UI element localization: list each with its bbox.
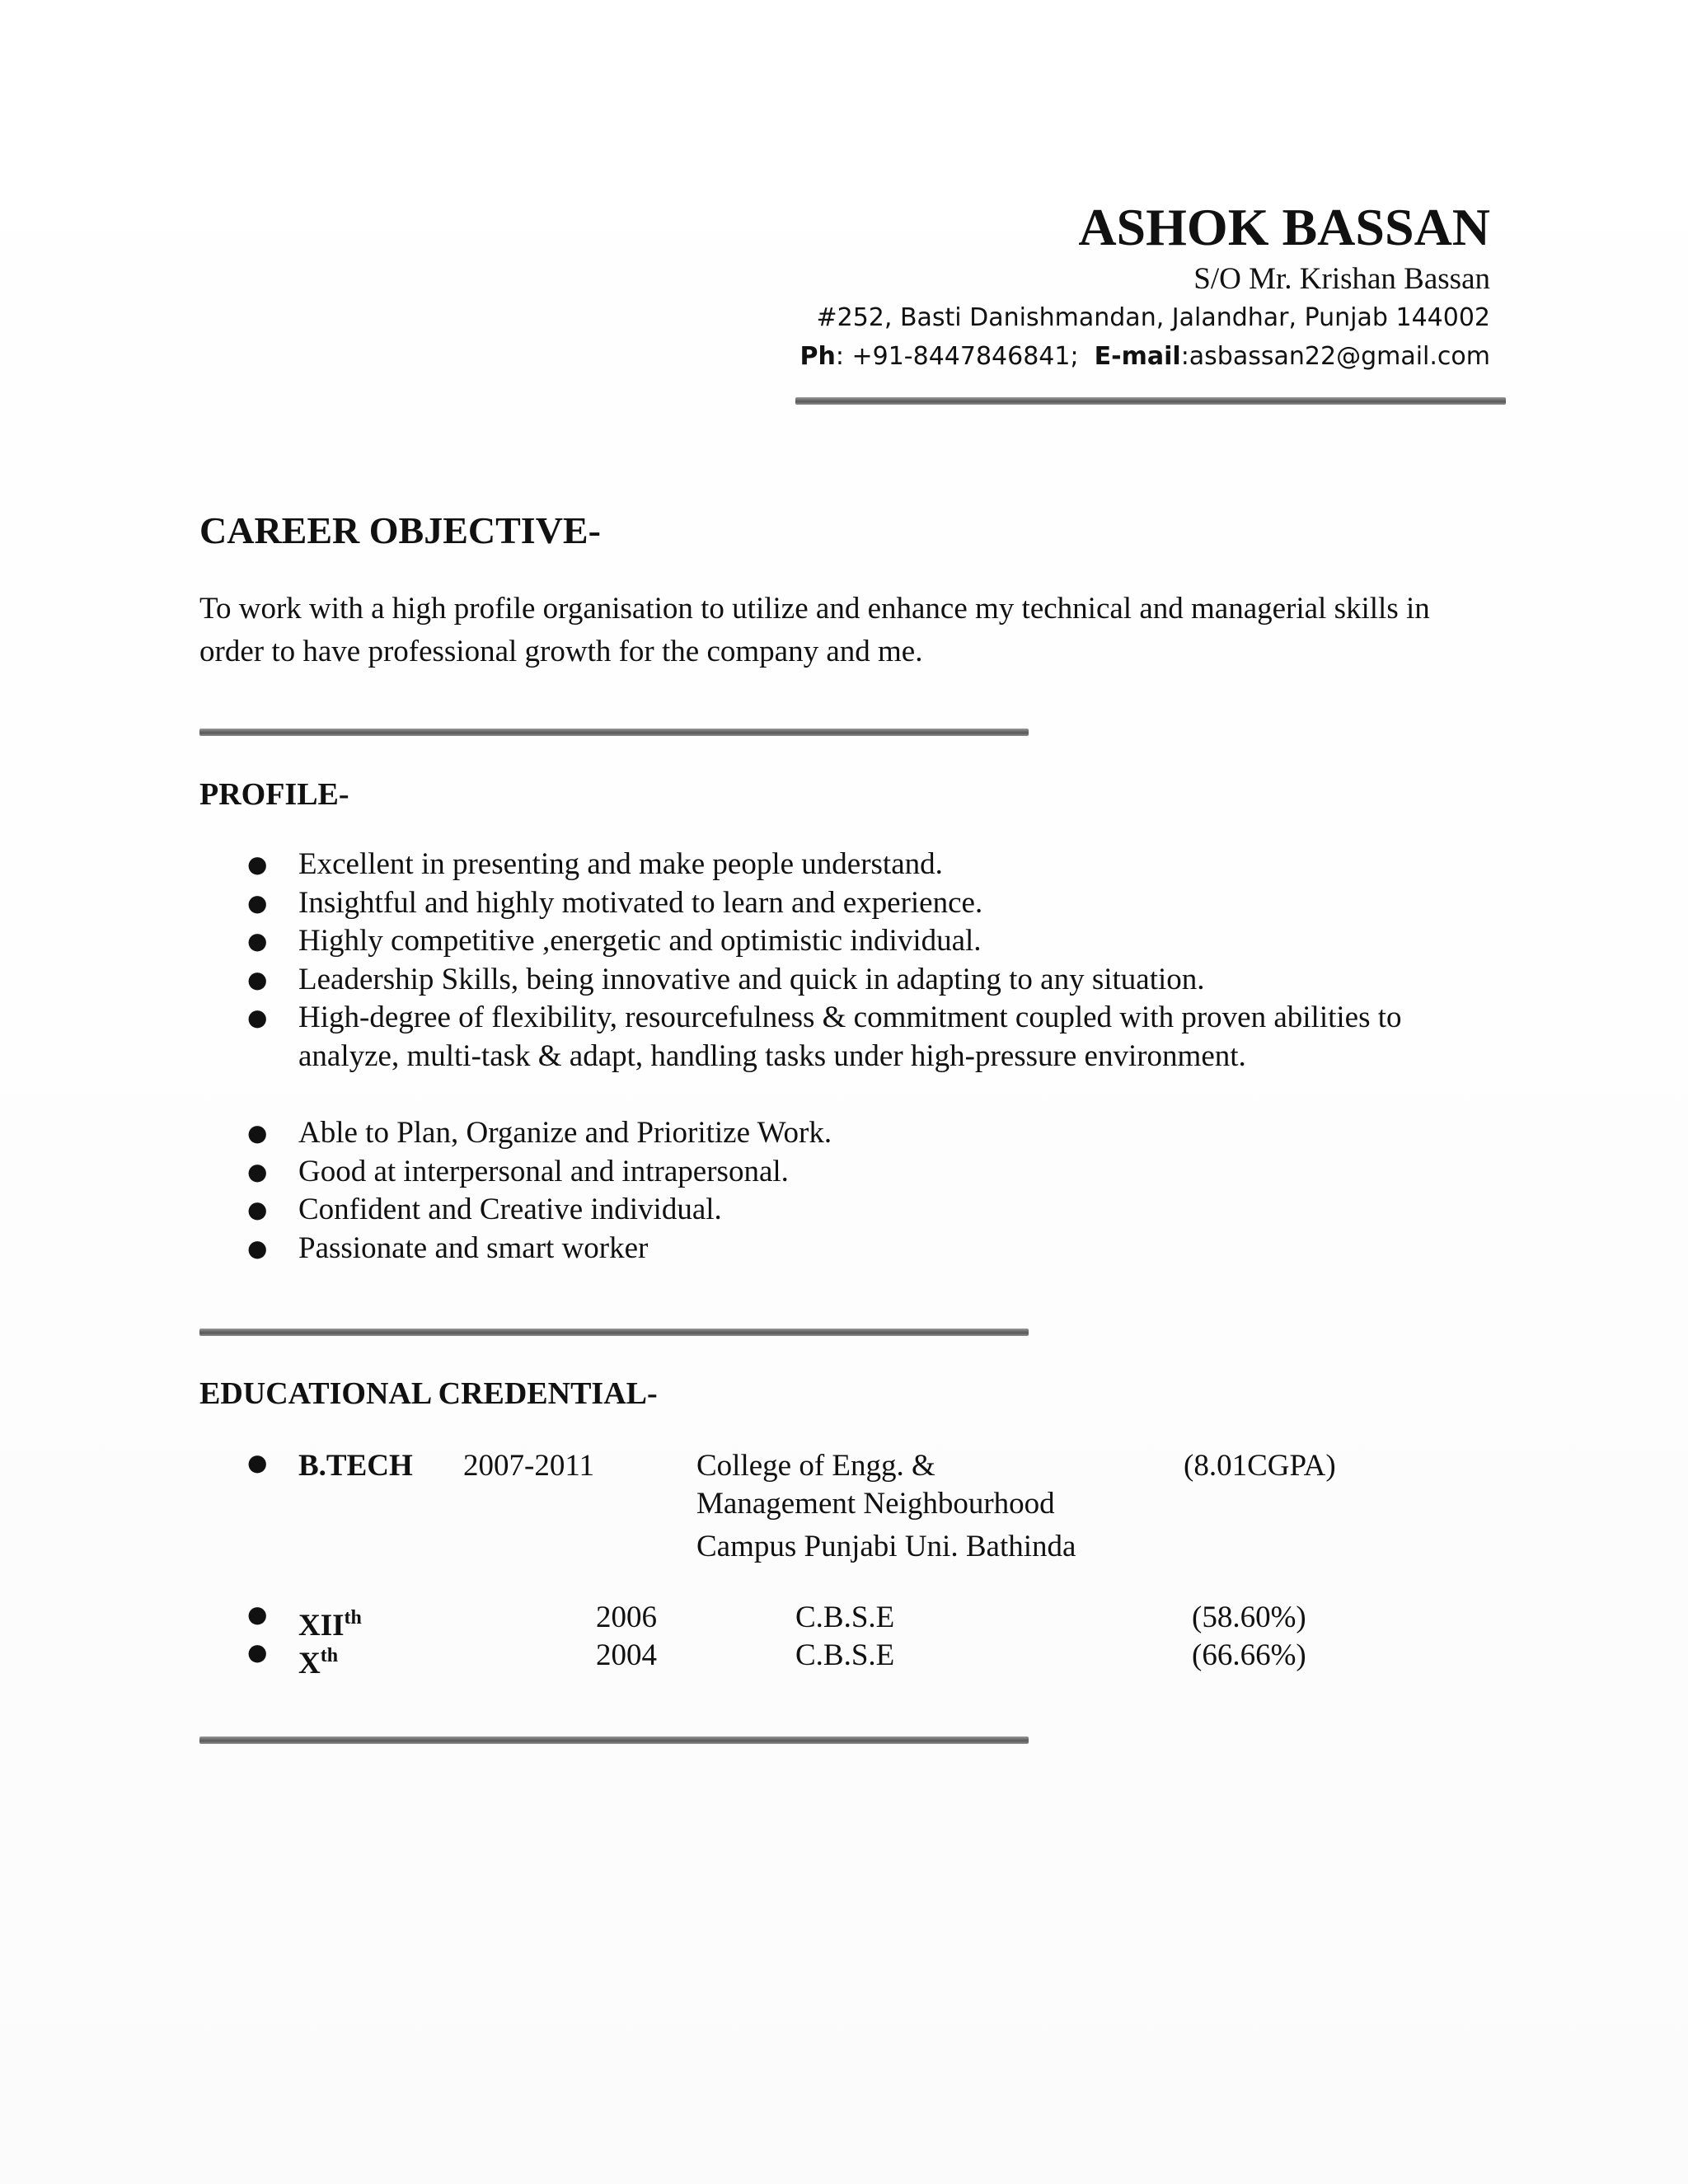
degree-name: B.TECH xyxy=(298,1449,413,1483)
bullet-icon: ● xyxy=(247,1638,268,1666)
list-item xyxy=(247,1114,1484,1153)
list-item xyxy=(247,846,1484,884)
bullet-icon: ● xyxy=(247,965,268,993)
list-item xyxy=(247,1153,1484,1192)
email-value: :asbassan22@gmail.com xyxy=(1180,342,1490,371)
candidate-name: ASHOK BASSAN xyxy=(1078,198,1490,256)
list-item-text: Highly competitive ,energetic and optimistic individual. xyxy=(298,924,982,958)
degree-superscript: th xyxy=(320,1645,339,1666)
year-cell: 2004 xyxy=(596,1638,657,1672)
phone-value: : +91-8447846841; xyxy=(835,342,1079,371)
degree-superscript: th xyxy=(344,1607,362,1629)
score-cell: (58.60%) xyxy=(1192,1601,1306,1634)
bullet-icon: ● xyxy=(247,1004,268,1031)
list-item xyxy=(247,1191,1484,1230)
profile-list-secondary xyxy=(247,1114,1484,1268)
bullet-icon: ● xyxy=(247,1601,268,1628)
section-divider xyxy=(199,1329,1029,1336)
list-item xyxy=(247,922,1484,961)
contact-line xyxy=(799,338,1490,376)
education-heading: EDUCATIONAL CREDENTIAL- xyxy=(199,1376,658,1411)
list-item-text: High-degree of flexibility, resourcefulness & commitment coupled with proven abilities to analyze, multi-task & adapt, handling tasks under high-pressure environment. xyxy=(298,1001,1402,1073)
list-item-text: Confident and Creative individual. xyxy=(298,1193,722,1226)
list-item xyxy=(247,884,1484,923)
institution-line: College of Engg. & xyxy=(696,1449,935,1483)
section-divider xyxy=(199,729,1029,736)
institution-line: Campus Punjabi Uni. Bathinda xyxy=(696,1530,1076,1563)
list-item-text: Excellent in presenting and make people understand. xyxy=(298,847,943,881)
phone-label: Ph xyxy=(799,342,836,371)
score-cell: (8.01CGPA) xyxy=(1184,1449,1336,1483)
institution-cell: C.B.S.E xyxy=(795,1638,895,1672)
degree-name: XII xyxy=(298,1609,345,1643)
list-item-text: Able to Plan, Organize and Prioritize Work. xyxy=(298,1116,832,1150)
degree-cell xyxy=(298,1637,338,1683)
degree-cell xyxy=(298,1447,413,1485)
list-item xyxy=(247,1230,1484,1268)
institution-line: Management Neighbourhood xyxy=(696,1487,1055,1521)
career-objective-heading: CAREER OBJECTIVE- xyxy=(199,509,601,551)
list-item-text: Insightful and highly motivated to learn and experience. xyxy=(298,885,983,920)
address-line: #252, Basti Danishmandan, Jalandhar, Punjab 144002 xyxy=(816,303,1490,332)
bullet-icon: ● xyxy=(247,1449,268,1476)
score-cell: (66.66%) xyxy=(1192,1638,1306,1672)
bullet-icon: ● xyxy=(247,1119,268,1146)
list-item-text: Good at interpersonal and intrapersonal. xyxy=(298,1154,789,1188)
resume-header xyxy=(799,198,1490,376)
relation-line: S/O Mr. Krishan Bassan xyxy=(1193,262,1490,296)
list-item xyxy=(247,999,1484,1076)
education-table xyxy=(247,1447,1484,1694)
list-item-text: Leadership Skills, being innovative and quick in adapting to any situation. xyxy=(298,962,1205,996)
degree-name: X xyxy=(298,1647,321,1680)
section-divider xyxy=(199,1736,1029,1744)
year-cell: 2006 xyxy=(596,1601,657,1634)
email-label: E-mail xyxy=(1094,342,1181,371)
profile-list xyxy=(247,846,1484,1076)
bullet-icon: ● xyxy=(247,1234,268,1262)
career-objective-text: To work with a high profile organisation to utilize and enhance my technical and managerial skills in order to have professional growth for the company and me. xyxy=(199,592,1430,668)
bullet-icon: ● xyxy=(247,927,268,954)
bullet-icon: ● xyxy=(247,851,268,878)
institution-cell xyxy=(696,1447,1076,1566)
profile-heading: PROFILE- xyxy=(199,777,349,812)
bullet-icon: ● xyxy=(247,888,268,916)
bullet-icon: ● xyxy=(247,1157,268,1185)
header-divider xyxy=(795,397,1506,405)
list-item-text: Passionate and smart worker xyxy=(298,1230,649,1265)
bullet-icon: ● xyxy=(247,1196,268,1223)
year-cell: 2007-2011 xyxy=(463,1449,594,1483)
institution-cell: C.B.S.E xyxy=(795,1601,895,1634)
list-item xyxy=(247,961,1484,1000)
